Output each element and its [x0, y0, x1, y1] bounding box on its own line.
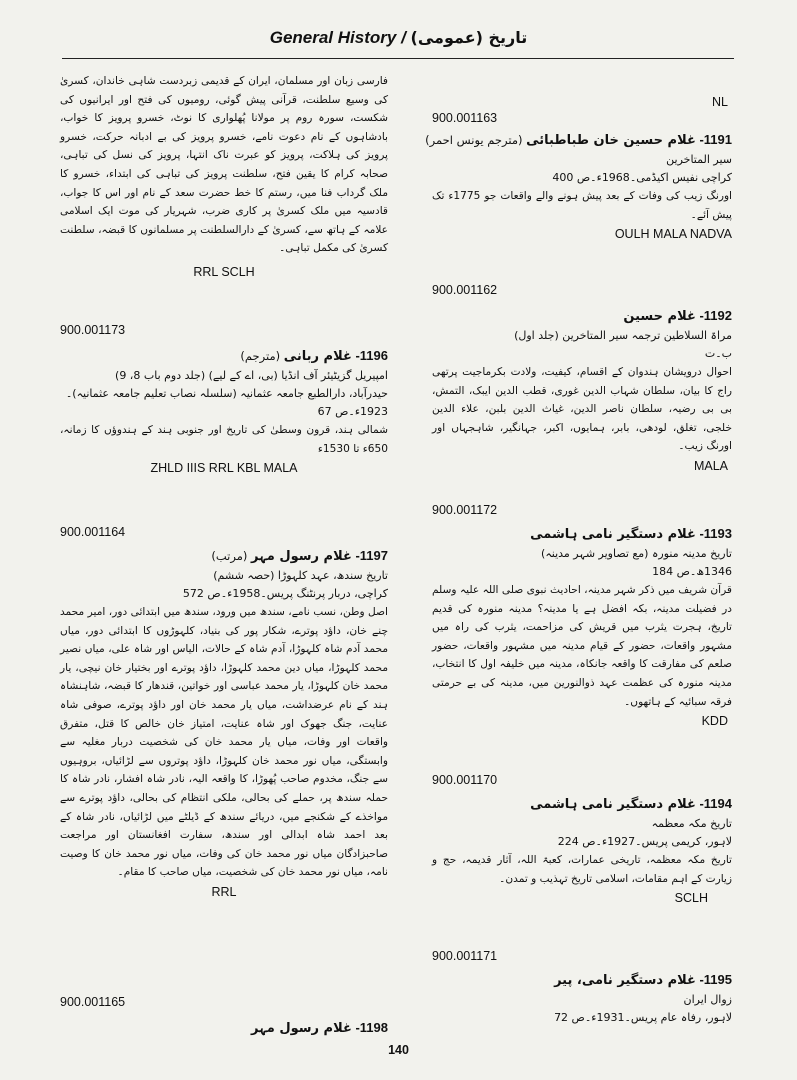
entry-heading: [432, 794, 732, 815]
book-title: تاریخ مدینہ منورہ (مع تصاویر شہر مدینہ): [541, 547, 732, 560]
entry-heading: [432, 306, 732, 327]
entry-1195: [432, 948, 732, 1027]
entry-body: اصل وطن، نسب نامے، سندھ میں ورود، سندھ میں ابتدائی دور، امیر محمد چنے خان، داؤد پوترے، شکار پور کی بنیاد، کلہوڑوں کا ابتدائی دور، میاں محمد آدم شاہ کلہوڑا، آدم شاہ کے حالات، الیاس اور شاہ علی، میاں نصیر محمد کلہوڑا، میاں دین محمد کلہوڑا، داؤد پوترے اور بختیار خان نیچی، یار محمد خان کلہوڑا، یار محمد عباسی اور خواتین، قندھار کا قبضہ، شاہنشاہ ہند کے نام عرضداشت، میاں یار محمد خان اور داؤد پوترے، صوفی شاہ عنایت، جنگ جھوک اور شاہ عنایت، امتیاز خان خالص کا قتل، متفرق واقعات اور وفات، میاں یار محمد خان کی شخصیت دربار مغلیہ سے وابستگی، میاں نور محمد خان کلہوڑا، داؤد پوتروں سے لڑائیاں، بروہیوں سے جنگ، مخدوم صاحب پُھوڑا، کا واقعہ الیہ، نادر شاہ افشار، نادر شاہ کا حملہ سندھ پر، حملے کی بحالی، ملکی انتظام کی بحالی، داؤد پوترے سے مواخذے کے شکنجے میں، دریائے سندھ کے ڈیلٹے میں لڑائیاں، نادر شاہ کے بعد احمد شاہ ابدالی اور سندھ، سفارت افغانستان اور مراجعت صاحبزادگان میاں نور محمد خان کی وفات، میاں نور محمد خان کا وصیت نامہ، میاں نور محمد خان کی شخصیت، میاں صاحب کا مقام۔: [60, 606, 388, 879]
entry-1197: [60, 524, 388, 900]
top-library-code-row: [432, 94, 732, 110]
page-number: 140: [388, 1043, 409, 1057]
library-codes: OULH MALA NADVA: [614, 227, 732, 242]
accession-number: 900.001172: [432, 503, 498, 517]
library-codes: SCLH: [674, 891, 708, 906]
entry-body: شمالی ہند، قرون وسطیٰ کی تاریخ اور جنوبی ہند کے ہندوؤں کا زمانہ، 650ء تا 1530ء: [60, 424, 388, 455]
publisher: ب۔ت: [704, 347, 732, 360]
book-title: تاریخ مکہ معظمہ: [651, 817, 732, 830]
library-codes: RRL: [211, 884, 237, 899]
entry-1194: [432, 772, 732, 906]
library-codes: NL: [712, 95, 728, 109]
book-title: تاریخ سندھ، عہد کلہوڑا (حصہ ششم): [213, 569, 388, 582]
entry-number: 1195-: [695, 972, 732, 987]
accession-number: 900.001162: [432, 283, 498, 297]
accession-number: 900.001164: [60, 525, 126, 539]
publisher: 1346ھ۔ص 184: [652, 565, 732, 578]
entry-body: اورنگ زیب کی وفات کے بعد پیش ہونے والے واقعات جو 1775ء تک پیش آئے۔: [432, 190, 732, 221]
accession-number: 900.001170: [432, 773, 498, 787]
book-title: امپیریل گزیٹیئر آف انڈیا (بی، اے کے لیے) (جلد دوم باب 8، 9): [115, 369, 388, 382]
publisher: لاہور، کریمی پریس۔1927ء۔ص 224: [557, 835, 732, 848]
publisher: حیدرآباد، دارالطبع جامعہ عثمانیہ (سلسلہ نصاب تعلیم جامعہ عثمانیہ)۔: [65, 387, 388, 400]
entry-body: احوال درویشان ہندوان کے اقسام، کیفیت، ولادت بکرماجیت پرتھی راج کا بیان، سلطان شہاب الدین غوری، قطب الدین ایبک، التمش، بی بی رضیہ، سلطان ناصر الدین، غیاث الدین بلبن، علاء الدین خلجی، تغلق، لودھی، بابر، ہمایوں، اکبر، جہانگیر، شاہجہاں اور اورنگ زیب۔: [432, 366, 732, 453]
header-rule: [62, 58, 734, 59]
entry-body: تاریخ مکہ معظمہ، تاریخی عمارات، کعبۃ اللہ، آثار قدیمہ، حج و زیارت کے اہم مقامات، اسلامی تاریخ تہذیب و تمدن۔: [432, 854, 732, 885]
author-name: غلام حسین: [623, 309, 696, 324]
entry-1192: [432, 282, 732, 474]
header-title-en: General History: [269, 28, 397, 47]
entry-body: قرآن شریف میں ذکر شہر مدینہ، احادیث نبوی صلی اللہ علیہ وسلم در فضیلت مدینہ، بکہ افضل ہے یا مدینہ؟ مدینہ منورہ کی قدیم تاریخ، ہجرت یثرب میں قریش کی مزاحمت، یثرب کی راہ میں مشہور واقعات، حضور کے قیام مدینہ میں مشہور واقعات، حضور صلعم کی مفارقت کا واقعہ جانکاہ، مدینہ میں خلیفہ اول کا انتخاب، مدینہ منورہ کی عظمت عہد ذوالنورین میں، مدینہ کی بے حرمتی فرقہ سبائیہ کے ہاتھوں۔: [432, 584, 732, 708]
library-codes: MALA: [693, 458, 728, 473]
publisher: لاہور، رفاہ عام پریس۔1931ء۔ص 72: [554, 1011, 732, 1024]
publisher: کراچی نفیس اکیڈمی۔1968ء۔ص 400: [552, 171, 732, 184]
entry-number: 1197-: [351, 548, 388, 563]
author-role: (مترجم): [240, 349, 284, 363]
entry-heading: [60, 546, 388, 567]
header-title-ur: تاریخ (عمومی): [410, 28, 528, 47]
entry-heading: [432, 524, 732, 545]
entry-heading: [425, 130, 732, 151]
author-role: (مترجم یونس احمر): [425, 133, 527, 147]
accession-number: 900.001165: [60, 995, 126, 1009]
entry-number: 1196-: [351, 348, 388, 363]
header-separator: /: [401, 28, 406, 47]
entry-body: فارسی زبان اور مسلمان، ایران کے قدیمی زبردست شاہی خاندان، کسریٰ کی وسیع سلطنت، قرآنی پیش گوئی، رومیوں کی فتح اور ایرانیوں کی شکست، سورہ روم پر مولانا پُھلواری کا نوٹ، خسرو پرویز کا خواب، بادشاہوں کے نام دعوت نامے، خسرو پرویز کی بے ادبانہ حرکت، خسرو پرویز کی ہلاکت، پرویز کو عبرت ناک انتہا، پرویز کی نسل کی تباہی، صحابہ کرام کا یقین فتح، سلطنت پرویز کی تباہی کی ابتداء، خسرو کا ملک گرداب فنا میں، رستم کا خط حضرت سعد کے نام اور اس کا جواب، قادسیہ میں ملک کسریٰ پر کاری ضرب، شہریار کی موت ایک اسلامی علامہ کے ہاتھ سے، کسریٰ کے دارالسلطنت پر مسلمانوں کا قبضہ، سلطنت کسریٰ کی مکمل تباہی۔: [60, 75, 388, 255]
author-name: غلام رسول مہر: [251, 1021, 352, 1036]
entry-heading: [60, 1018, 388, 1039]
entry-number: 1193-: [695, 526, 732, 541]
author-role: (مرتب): [211, 549, 252, 563]
library-codes: ZHLD IIIS RRL KBL MALA: [150, 461, 298, 476]
library-codes: RRL SCLH: [193, 264, 255, 279]
entry-number: 1198-: [351, 1020, 388, 1035]
library-codes: KDD: [701, 714, 728, 729]
author-name: غلام حسین خان طباطبائی: [526, 133, 696, 148]
book-title: زوال ایران: [683, 993, 732, 1006]
author-name: غلام ربانی: [283, 349, 352, 364]
year-pages: 1923ء۔ص 67: [317, 405, 388, 418]
accession-number: 900.001173: [60, 323, 126, 337]
entry-1191: [425, 110, 732, 242]
entry-continuation: [60, 72, 388, 280]
author-name: غلام رسول مہر: [251, 549, 352, 564]
author-name: غلام دستگیر نامی ہاشمی: [530, 527, 696, 542]
publisher: کراچی، دربار پرنٹنگ پریس۔1958ء۔ص 572: [182, 587, 388, 600]
accession-number: 900.001163: [432, 111, 498, 125]
book-title: مراۃ السلاطین ترجمہ سیر المتاخرین (جلد اول): [514, 329, 732, 342]
entry-1196: [60, 322, 388, 476]
entry-heading: [60, 346, 388, 367]
entry-number: 1192-: [695, 308, 732, 323]
entry-heading: [432, 970, 732, 991]
author-name: غلام دستگیر نامی، پیر: [554, 973, 696, 988]
entry-1193: [432, 502, 732, 729]
author-name: غلام دستگیر نامی ہاشمی: [530, 797, 696, 812]
entry-1198: [60, 994, 388, 1039]
book-title: سیر المتاخرین: [666, 153, 732, 166]
entry-number: 1191-: [695, 132, 732, 147]
entry-number: 1194-: [695, 796, 732, 811]
accession-number: 900.001171: [432, 949, 498, 963]
page-header: [0, 28, 797, 48]
